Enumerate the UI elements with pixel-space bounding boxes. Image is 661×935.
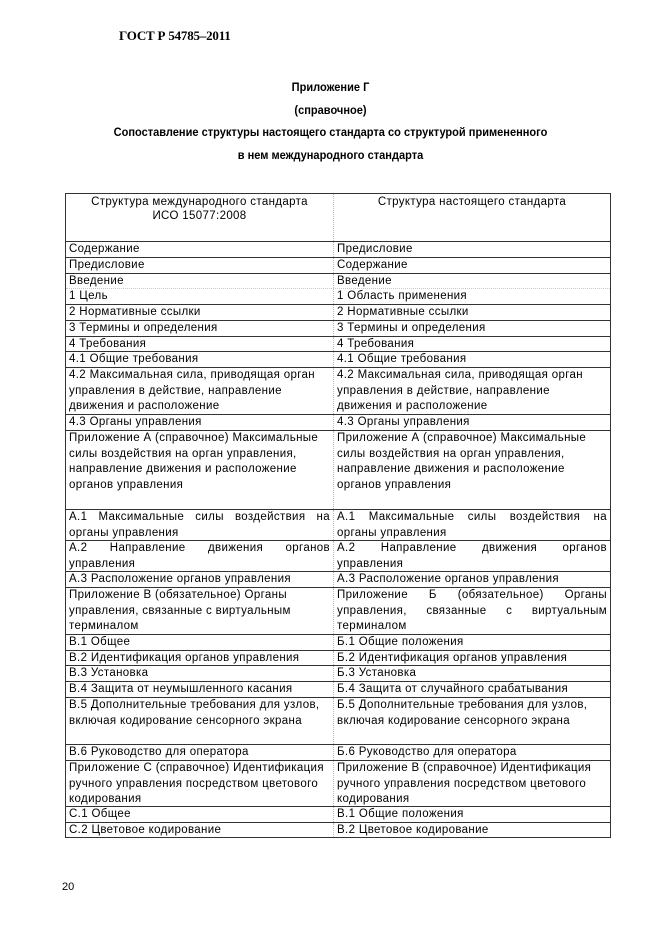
cell-international: А.1 Максимальные силы воздействия на органы управления (66, 510, 334, 540)
cell-national: 4.1 Общие требования (337, 353, 467, 365)
cell-international: 1 Цель (66, 289, 334, 304)
cell-international: 2 Нормативные ссылки (66, 305, 334, 320)
comparison-table (65, 193, 611, 838)
cell-national: 3 Термины и определения (337, 322, 486, 334)
cell-national: Б.1 Общие положения (337, 636, 464, 648)
annex-subject-line-2: в нем международного стандарта (237, 148, 424, 162)
table-row (66, 634, 610, 650)
table-header-row (66, 194, 610, 241)
cell-international: А.2 Направление движения органов управления (66, 541, 334, 571)
cell-national: Б.6 Руководство для оператора (337, 746, 517, 758)
table-row (66, 241, 610, 257)
cell-national: 1 Область применения (337, 290, 468, 302)
cell-international: Приложение В (обязательное) Органы управления, связанные с виртуальным терминалом (66, 588, 334, 634)
table-row (66, 430, 610, 509)
header-international-standard: Структура международного стандарта ИСО 15077:2008 (66, 194, 334, 241)
cell-national: 2 Нормативные ссылки (337, 306, 469, 318)
cell-international: Приложение С (справочное) Идентификация ручного управления посредством цветового кодирования (66, 761, 334, 806)
cell-national: Введение (337, 275, 392, 287)
cell-national: Приложение Б (обязательное) Органы управления, связанные с виртуальным терминалом (337, 589, 607, 633)
table-row (66, 571, 610, 587)
cell-national: А.2 Направление движения органов управления (337, 542, 607, 570)
cell-international: С.2 Цветовое кодирование (66, 823, 334, 837)
cell-international: Предисловие (66, 258, 334, 273)
annex-type: (справочное) (294, 103, 367, 117)
cell-national: 4 Требования (337, 338, 415, 350)
cell-national: Приложение В (справочное) Идентификация ручного управления посредством цветового кодирования (337, 762, 592, 806)
table-row (66, 665, 610, 681)
cell-national: В.1 Общие положения (337, 808, 464, 820)
cell-international: В.3 Установка (66, 666, 334, 681)
cell-international: 4.3 Органы управления (66, 415, 334, 430)
cell-national: А.3 Расположение органов управления (337, 573, 559, 585)
table-row (66, 414, 610, 430)
cell-national: Б.5 Дополнительные требования для узлов, включая кодирование сенсорного экрана (337, 699, 588, 727)
cell-national: Приложение А (справочное) Максимальные силы воздействия на орган управления, направление движения и расположение органов управления (337, 432, 587, 491)
cell-international: В.6 Руководство для оператора (66, 745, 334, 760)
cell-international: Содержание (66, 242, 334, 257)
document-code: ГОСТ Р 54785–2011 (119, 28, 231, 43)
header-this-standard: Структура настоящего стандарта (377, 196, 567, 208)
table-row (66, 288, 610, 304)
table-row (66, 336, 610, 351)
cell-international: В.2 Идентификация органов управления (66, 651, 334, 665)
cell-international: С.1 Общее (66, 807, 334, 822)
annex-subject-line-1: Сопоставление структуры настоящего стандарта со структурой примененного (113, 125, 548, 139)
cell-international: 4.2 Максимальная сила, приводящая орган управления в действие, направление движения и расположение (66, 368, 334, 414)
table-row (66, 304, 610, 320)
annex-title: Приложение Г (291, 80, 370, 94)
cell-international: 3 Термины и определения (66, 321, 334, 336)
table-row (66, 509, 610, 540)
cell-national: Б.2 Идентификация органов управления (337, 652, 568, 664)
cell-national: Содержание (337, 259, 408, 271)
table-row (66, 351, 610, 367)
cell-international: В.5 Дополнительные требования для узлов, включая кодирование сенсорного экрана (66, 698, 334, 744)
cell-international: А.3 Расположение органов управления (66, 572, 334, 587)
cell-international: В.4 Защита от неумышленного касания (66, 682, 334, 697)
table-row (66, 822, 610, 837)
table-row (66, 697, 610, 744)
table-row (66, 320, 610, 336)
table-row (66, 744, 610, 760)
table-row (66, 273, 610, 288)
table-row (66, 367, 610, 414)
cell-national: А.1 Максимальные силы воздействия на органы управления (337, 511, 607, 539)
cell-international: В.1 Общее (66, 635, 334, 650)
cell-national: 4.2 Максимальная сила, приводящая орган управления в действие, направление движения и расположение (337, 369, 583, 413)
table-row (66, 806, 610, 822)
table-row (66, 760, 610, 806)
page-number: 20 (62, 881, 75, 893)
cell-national: Предисловие (337, 243, 413, 255)
cell-international: Введение (66, 274, 334, 288)
cell-national: 4.3 Органы управления (337, 416, 470, 428)
cell-national: Б.3 Установка (337, 667, 417, 679)
table-row (66, 257, 610, 273)
table-row (66, 540, 610, 571)
table-row (66, 681, 610, 697)
cell-international: 4 Требования (66, 337, 334, 351)
cell-national: В.2 Цветовое кодирование (337, 824, 489, 836)
cell-national: Б.4 Защита от случайного срабатывания (337, 683, 569, 695)
cell-international: Приложение А (справочное) Максимальные силы воздействия на орган управления, направление движения и расположение органов управления (66, 431, 334, 509)
table-row (66, 587, 610, 634)
cell-international: 4.1 Общие требования (66, 352, 334, 367)
table-row (66, 650, 610, 665)
